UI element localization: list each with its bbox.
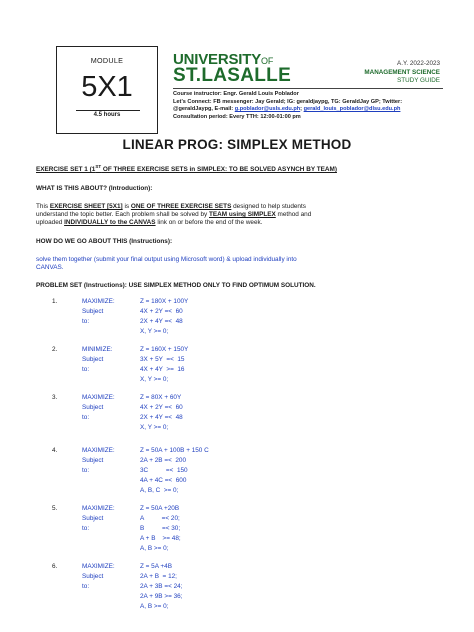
academic-year: A.Y. 2022-2023: [397, 60, 440, 67]
equation-line: Z = 50A +20B: [140, 505, 180, 512]
problem-subject: Subject to:: [82, 308, 104, 326]
university-logo-name: ST.LASALLE: [173, 65, 292, 86]
contact-line: Let’s Connect: FB messenger: Jay Gerald; IG: geraldjaypg, TG: GeraldJay GP; Twitter:: [173, 99, 403, 105]
email-link-dlsu[interactable]: gerald_louis_poblador@dlsu.edu.ph: [303, 106, 401, 112]
equation-line: X, Y >= 0;: [140, 328, 169, 335]
intro-j: link on or before the end of the week.: [155, 219, 263, 226]
equation-line: B =< 30;: [140, 525, 181, 532]
problem-number: 3.: [52, 394, 58, 401]
how-text-line-2: CANVAS.: [36, 264, 64, 271]
email-link-usls[interactable]: g.poblador@usls.edu.ph: [234, 106, 301, 112]
intro-g: method and: [275, 211, 312, 218]
equation-line: X, Y >= 0;: [140, 424, 169, 431]
what-heading: WHAT IS THIS ABOUT? (Introduction):: [36, 185, 153, 192]
module-number: 5X1: [81, 71, 133, 103]
problem-number: 4.: [52, 447, 58, 454]
subject-title: MANAGEMENT SCIENCE: [364, 69, 440, 76]
how-text-line-1: solve them together (submit your final output using Microsoft word) & upload individually into: [36, 256, 297, 263]
exercise-heading-prefix: EXERCISE SET 1 (1: [36, 166, 96, 174]
equation-line: A, B >= 0;: [140, 545, 169, 552]
problem-subject: Subject to:: [82, 356, 104, 374]
intro-line-3: [36, 219, 263, 228]
problem-objective: MAXIMIZE:: [82, 505, 115, 512]
logo-of: OF: [261, 56, 274, 66]
page-title: LINEAR PROG: SIMPLEX METHOD: [122, 137, 352, 152]
equation-line: 4X + 4Y >= 16: [140, 366, 185, 373]
problem-number: 6.: [52, 563, 58, 570]
exercise-heading: [36, 163, 337, 175]
problem-objective: MAXIMIZE:: [82, 394, 115, 401]
intro-individually-canvas: INDIVIDUALLY to the CANVAS: [64, 219, 156, 226]
problem-subject: Subject to:: [82, 404, 104, 422]
equation-line: 2A + 3B =< 24;: [140, 583, 183, 590]
intro-exercise-sheet: EXERCISE SHEET [5X1]: [49, 203, 123, 210]
equation-line: X, Y >= 0;: [140, 376, 169, 383]
how-heading: HOW DO WE GO ABOUT THIS (Instructions):: [36, 238, 173, 245]
equation-line: 2A + 9B >= 36;: [140, 593, 183, 600]
problem-objective: MAXIMIZE:: [82, 447, 115, 454]
equation-line: Z = 80X + 60Y: [140, 394, 182, 401]
problem-objective: MAXIMIZE:: [82, 563, 115, 570]
intro-e: designed to help students: [231, 203, 306, 210]
consultation-period: Consultation period: Every TTH: 12:00-01:00 pm: [173, 114, 301, 120]
problem-objective: MAXIMIZE:: [82, 298, 115, 305]
equation-line: A =< 20;: [140, 515, 180, 522]
module-divider: [76, 110, 140, 111]
equation-line: A + B >= 48;: [140, 535, 181, 542]
problem-number: 1.: [52, 298, 58, 305]
module-label: MODULE: [90, 56, 124, 65]
problem-number: 5.: [52, 505, 58, 512]
problem-subject: Subject to:: [82, 515, 104, 533]
equation-line: 3X + 5Y =< 15: [140, 356, 185, 363]
module-hours: 4.5 hours: [93, 112, 121, 118]
email-prefix: @geraldJaypg, E-mail:: [173, 106, 235, 112]
intro-one-of-three: ONE OF THREE EXERCISE SETS: [130, 203, 232, 210]
problem-objective: MINIMIZE:: [82, 346, 113, 353]
intro-c: is: [122, 203, 131, 210]
intro-line2-text: understand the topic better. Each problem shall be solved by: [36, 211, 210, 218]
equation-line: 2X + 4Y =< 48: [140, 318, 183, 325]
intro-team-simplex: TEAM using SIMPLEX: [209, 211, 276, 218]
equation-line: 2A + B = 12;: [140, 573, 177, 580]
intro-a: This: [36, 203, 50, 210]
problem-subject: Subject to:: [82, 457, 104, 475]
header-divider: [173, 88, 443, 89]
intro-h: uploaded: [36, 219, 65, 226]
exercise-heading-sup: ST: [95, 164, 102, 169]
course-instructor: Course instructor: Engr. Gerald Louis Poblador: [173, 91, 299, 97]
equation-line: 4X + 2Y =< 60: [140, 404, 183, 411]
problem-heading: PROBLEM SET (Instructions): USE SIMPLEX METHOD ONLY TO FIND OPTIMUM SOLUTION.: [36, 282, 316, 289]
equation-line: 4X + 2Y =< 60: [140, 308, 183, 315]
equation-line: A, B, C >= 0;: [140, 487, 179, 494]
equation-line: 4A + 4C =< 600: [140, 477, 187, 484]
equation-line: A, B >= 0;: [140, 603, 169, 610]
equation-line: 2A + 2B =< 200: [140, 457, 187, 464]
exercise-heading-suffix: OF THREE EXERCISE SETS in SIMPLEX: TO BE SOLVED ASYNCH BY TEAM): [101, 166, 337, 174]
equation-line: 2X + 4Y =< 48: [140, 414, 183, 421]
equation-line: Z = 160X + 150Y: [140, 346, 189, 353]
problem-subject: Subject to:: [82, 573, 104, 591]
equation-line: Z = 50A + 100B + 150 C: [140, 447, 209, 454]
equation-line: Z = 180X + 100Y: [140, 298, 189, 305]
study-guide-label: STUDY GUIDE: [397, 77, 440, 84]
equation-line: Z = 5A +4B: [140, 563, 172, 570]
equation-line: 3C =< 150: [140, 467, 188, 474]
logo-university: UNIVERSITY: [173, 51, 262, 68]
email-separator: ;: [300, 106, 304, 112]
problem-number: 2.: [52, 346, 58, 353]
email-line: [173, 106, 400, 113]
